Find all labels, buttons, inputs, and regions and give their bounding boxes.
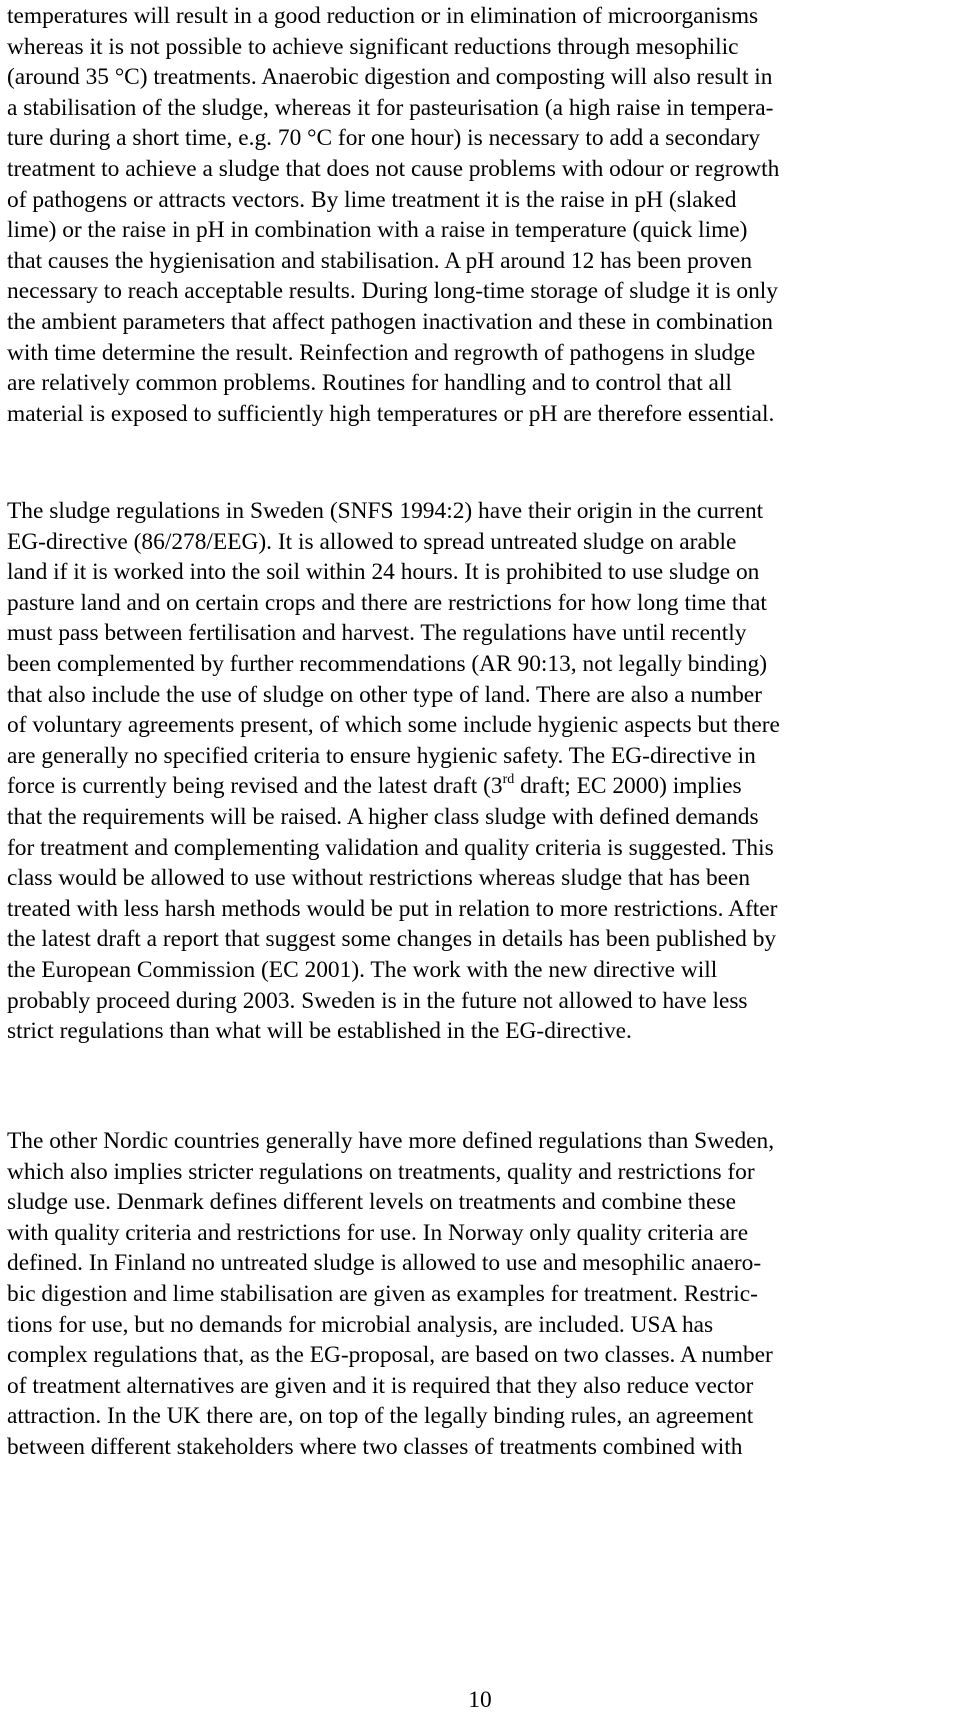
text-line: between different stakeholders where two classes of treatments combined with <box>7 1433 743 1460</box>
text-line: with time determine the result. Reinfection and regrowth of pathogens in sludge <box>7 339 756 366</box>
text-line: for treatment and complementing validation and quality criteria is suggested. This <box>7 834 774 861</box>
text-line: probably proceed during 2003. Sweden is in the future not allowed to have less <box>7 987 748 1014</box>
text-line: defined. In Finland no untreated sludge is allowed to use and mesophilic anaero- <box>7 1250 762 1277</box>
text-line: pasture land and on certain crops and there are restrictions for how long time that <box>7 589 767 616</box>
text-line: bic digestion and lime stabilisation are given as examples for treatment. Restric- <box>7 1280 758 1307</box>
paragraph-sweden-regulations <box>7 496 780 1047</box>
text-line: material is exposed to sufficiently high temperatures or pH are therefore essential. <box>7 400 775 427</box>
superscript-ordinal: rd <box>502 771 515 787</box>
paragraph-nordic-regulations <box>7 1126 774 1463</box>
text-line: ture during a short time, e.g. 70 °C for one hour) is necessary to add a secondary <box>7 125 761 152</box>
text-fragment: force is currently being revised and the latest draft (3 <box>7 773 503 800</box>
text-line: that causes the hygienisation and stabilisation. A pH around 12 has been proven <box>7 247 753 274</box>
text-line: attraction. In the UK there are, on top of the legally binding rules, an agreement <box>7 1403 754 1430</box>
text-fragment: draft; EC 2000) implies <box>514 773 742 800</box>
text-line: (around 35 °C) treatments. Anaerobic digestion and composting will also result in <box>7 64 773 91</box>
paragraph-pathogen-treatment <box>7 1 779 429</box>
text-line: which also implies stricter regulations on treatments, quality and restrictions for <box>7 1158 755 1185</box>
text-line: that also include the use of sludge on other type of land. There are also a number <box>7 681 762 708</box>
text-line: the European Commission (EC 2001). The work with the new directive will <box>7 956 718 983</box>
text-line: tions for use, but no demands for microbial analysis, are included. USA has <box>7 1311 714 1338</box>
text-line: strict regulations than what will be established in the EG-directive. <box>7 1018 632 1045</box>
text-line: The other Nordic countries generally have more defined regulations than Sweden, <box>7 1128 775 1154</box>
text-line: must pass between fertilisation and harvest. The regulations have until recently <box>7 620 747 647</box>
text-line: lime) or the raise in pH in combination with a raise in temperature (quick lime) <box>7 217 748 244</box>
text-line: EG-directive (86/278/EEG). It is allowed to spread untreated sludge on arable <box>7 528 737 555</box>
text-line: treated with less harsh methods would be put in relation to more restrictions. After <box>7 895 778 922</box>
text-line: sludge use. Denmark defines different levels on treatments and combine these <box>7 1189 736 1216</box>
text-line: complex regulations that, as the EG-proposal, are based on two classes. A number <box>7 1342 773 1369</box>
text-line-with-superscript <box>7 771 780 802</box>
text-line: that the requirements will be raised. A higher class sludge with defined demands <box>7 803 759 830</box>
text-line: whereas it is not possible to achieve significant reductions through mesophilic <box>7 33 739 60</box>
text-line: temperatures will result in a good reduction or in elimination of microorganisms <box>7 3 759 29</box>
text-line: are generally no specified criteria to ensure hygienic safety. The EG-directive in <box>7 742 756 769</box>
text-line: The sludge regulations in Sweden (SNFS 1994:2) have their origin in the current <box>7 498 764 524</box>
text-line: with quality criteria and restrictions for use. In Norway only quality criteria are <box>7 1219 749 1246</box>
page-number: 10 <box>468 1687 492 1713</box>
text-line: of treatment alternatives are given and it is required that they also reduce vector <box>7 1372 754 1399</box>
text-line: a stabilisation of the sludge, whereas it for pasteurisation (a high raise in tempera- <box>7 94 774 121</box>
text-line: the ambient parameters that affect pathogen inactivation and these in combination <box>7 308 773 335</box>
text-line: been complemented by further recommendations (AR 90:13, not legally binding) <box>7 650 768 677</box>
text-line: class would be allowed to use without restrictions whereas sludge that has been <box>7 865 751 892</box>
text-line: necessary to reach acceptable results. During long-time storage of sludge it is only <box>7 278 779 305</box>
text-line: of pathogens or attracts vectors. By lime treatment it is the raise in pH (slaked <box>7 186 737 213</box>
text-line: land if it is worked into the soil within 24 hours. It is prohibited to use sludge on <box>7 559 760 586</box>
text-line: treatment to achieve a sludge that does not cause problems with odour or regrowth <box>7 155 780 182</box>
text-line: the latest draft a report that suggest some changes in details has been published by <box>7 926 777 953</box>
text-line: are relatively common problems. Routines for handling and to control that all <box>7 370 732 397</box>
text-line: of voluntary agreements present, of which some include hygienic aspects but there <box>7 712 780 739</box>
